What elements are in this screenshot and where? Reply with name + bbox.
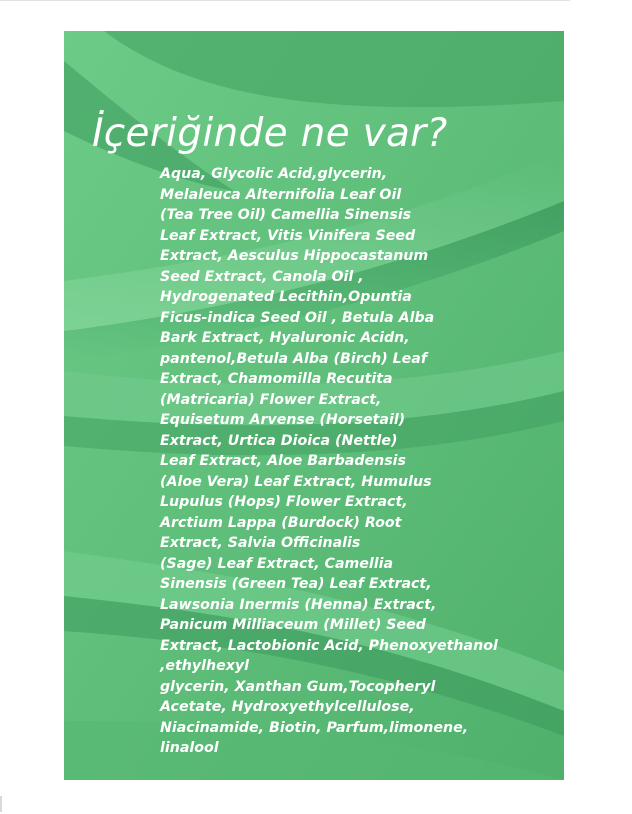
ingredient-line: Extract, Salvia Officinalis bbox=[160, 535, 361, 551]
ingredient-line: Bark Extract, Hyaluronic Acidn, bbox=[160, 330, 410, 346]
ingredient-line: Equisetum Arvense (Horsetail) bbox=[160, 412, 406, 428]
ingredient-line: ,ethylhexyl bbox=[160, 658, 249, 674]
ingredient-line: Leaf Extract, Aloe Barbadensis bbox=[160, 453, 406, 469]
ingredient-line: Lupulus (Hops) Flower Extract, bbox=[160, 494, 408, 510]
ingredient-line: Arctium Lappa (Burdock) Root bbox=[160, 514, 402, 531]
ingredient-line: (Aloe Vera) Leaf Extract, Humulus bbox=[160, 473, 432, 490]
edge-mark bbox=[0, 796, 2, 812]
ingredient-line: Melaleuca Alternifolia Leaf Oil bbox=[160, 186, 402, 203]
ingredient-line: Extract, Urtica Dioica (Nettle) bbox=[160, 432, 398, 449]
ingredient-line: Sinensis (Green Tea) Leaf Extract, bbox=[160, 576, 432, 592]
ingredient-line: Niacinamide, Biotin, Parfum,limonene, bbox=[160, 719, 469, 736]
ingredients-list bbox=[160, 164, 555, 759]
ingredient-line: Hydrogenated Lecithin,Opuntia bbox=[160, 289, 412, 305]
ingredient-line: Panicum Milliaceum (Millet) Seed bbox=[160, 617, 426, 633]
ingredient-line: (Sage) Leaf Extract, Camellia bbox=[160, 555, 394, 572]
ingredient-line: (Matricaria) Flower Extract, bbox=[160, 391, 382, 408]
page-title: İçeriğinde ne var? bbox=[92, 111, 448, 156]
ingredient-line: Seed Extract, Canola Oil , bbox=[160, 268, 364, 285]
ingredient-line: (Tea Tree Oil) Camellia Sinensis bbox=[160, 207, 412, 223]
ingredient-line: Lawsonia Inermis (Henna) Extract, bbox=[160, 596, 437, 613]
ingredient-line: Aqua, Glycolic Acid,glycerin, bbox=[160, 166, 388, 182]
top-divider bbox=[0, 0, 570, 1]
ingredient-line: Leaf Extract, Vitis Vinifera Seed bbox=[160, 227, 416, 244]
ingredients-card bbox=[64, 31, 564, 780]
ingredient-line: linalool bbox=[160, 740, 219, 756]
ingredient-line: Ficus-indica Seed Oil , Betula Alba bbox=[160, 309, 435, 326]
ingredient-line: pantenol,Betula Alba (Birch) Leaf bbox=[160, 350, 428, 367]
ingredient-line: Extract, Chamomilla Recutita bbox=[160, 371, 393, 387]
ingredient-line: Extract, Lactobionic Acid, Phenoxyethanol bbox=[160, 637, 498, 654]
ingredient-line: glycerin, Xanthan Gum,Tocopheryl bbox=[160, 678, 436, 695]
ingredient-line: Extract, Aesculus Hippocastanum bbox=[160, 248, 429, 264]
ingredient-line: Acetate, Hydroxyethylcellulose, bbox=[160, 699, 415, 715]
